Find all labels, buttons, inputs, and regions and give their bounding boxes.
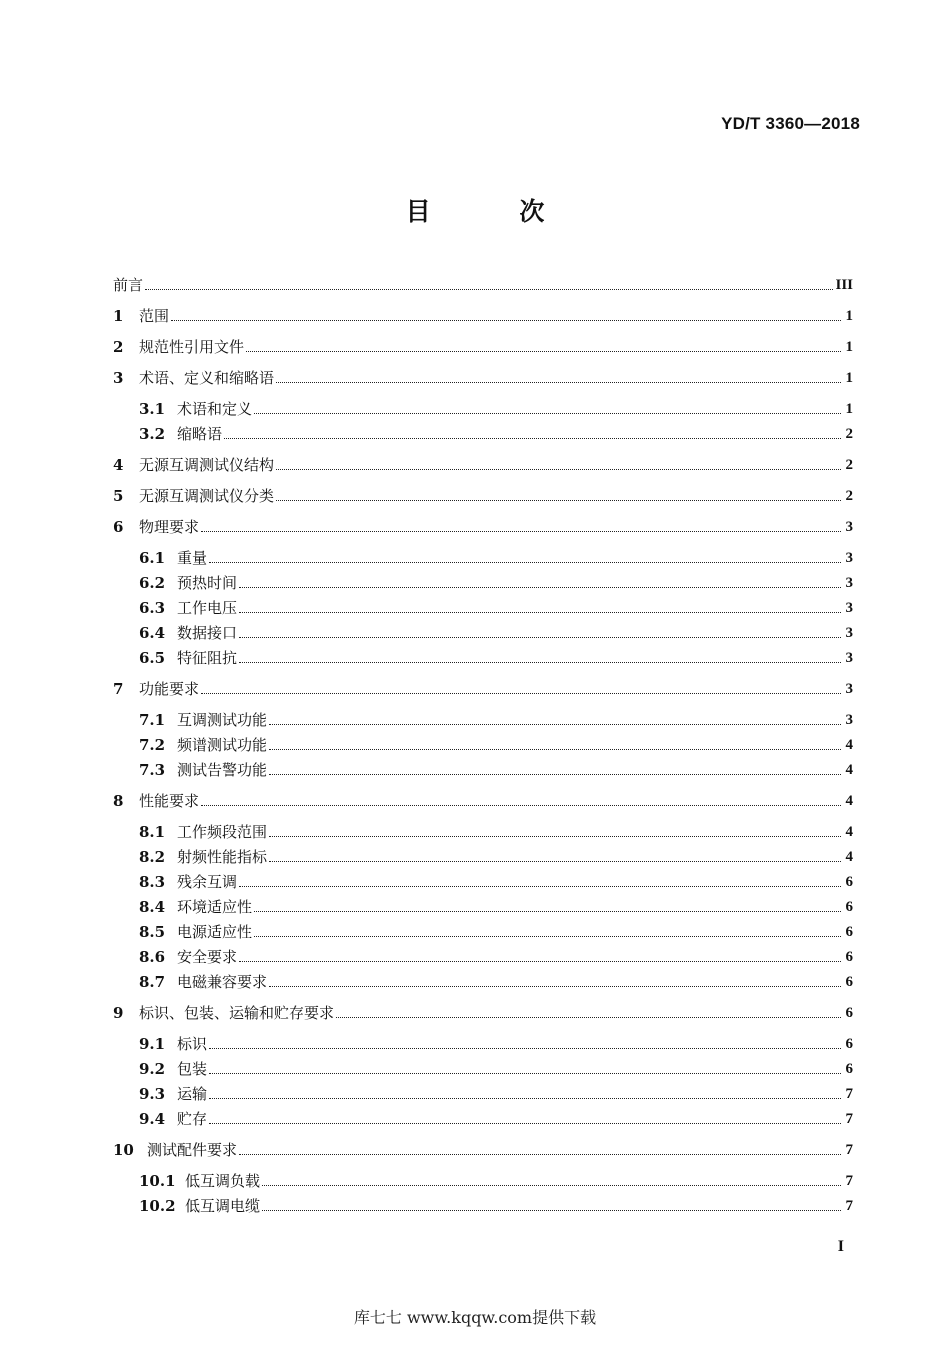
toc-leader-dots [246,351,841,352]
toc-entry-page: 7 [845,1142,853,1158]
toc-entry-label: 环境适应性 [177,898,253,916]
toc-entry-number: 7.1 [139,711,166,729]
toc-entry-label: 数据接口 [177,624,238,642]
toc-entry-label: 性能要求 [139,792,200,810]
toc-entry[interactable] [139,818,853,842]
toc-entry-number: 8.5 [139,923,166,941]
toc-entry-page: 2 [845,488,853,504]
toc-entry-page: 7 [845,1198,853,1214]
toc-leader-dots [209,562,841,563]
page-number: I [837,1238,844,1255]
toc-entry[interactable] [139,544,853,568]
toc-entry-number: 5 [113,487,124,505]
toc-leader-dots [276,469,841,470]
toc-entry-number: 8.4 [139,898,166,916]
toc-entry[interactable] [113,364,853,388]
toc-entry-page: 2 [845,426,853,442]
toc-entry-label: 规范性引用文件 [139,338,245,356]
toc-entry[interactable] [139,1192,853,1216]
toc-leader-dots [145,289,833,290]
toc-entry[interactable] [113,482,853,506]
toc-entry-number: 3 [113,369,124,387]
toc-entry[interactable] [139,1080,853,1104]
toc-entry-page: 1 [845,339,853,355]
toc-entry-page: 1 [845,370,853,386]
toc-entry-page: 4 [845,737,853,753]
toc-entry[interactable] [139,1055,853,1079]
toc-leader-dots [201,693,841,694]
toc-leader-dots [254,911,841,912]
toc-title: 目 次 [405,197,585,226]
toc-entry-label: 无源互调测试仪分类 [139,487,275,505]
toc-entry[interactable] [139,968,853,992]
toc-leader-dots [254,936,841,937]
toc-entry[interactable] [139,843,853,867]
toc-entry-page: 6 [845,1005,853,1021]
toc-entry-number: 6.2 [139,574,166,592]
toc-leader-dots [209,1098,841,1099]
toc-entry-label: 工作电压 [177,599,238,617]
toc-entry-label: 测试告警功能 [177,761,268,779]
toc-entry-page: 3 [845,519,853,535]
toc-entry-label: 范围 [139,307,170,325]
toc-entry-label: 物理要求 [139,518,200,536]
toc-entry-label: 电源适应性 [177,923,253,941]
toc-entry[interactable] [113,999,853,1023]
toc-entry-number: 6 [113,518,124,536]
toc-leader-dots [254,413,841,414]
toc-entry-label: 残余互调 [177,873,238,891]
toc-entry-page: 1 [845,401,853,417]
toc-entry-number: 8.1 [139,823,166,841]
toc-entry-label: 包装 [177,1060,208,1078]
toc-entry-page: 6 [845,949,853,965]
toc-entry[interactable] [139,420,853,444]
toc-entry-number: 6.4 [139,624,166,642]
toc-entry-label: 术语、定义和缩略语 [139,369,275,387]
toc-entry-page: 3 [845,550,853,566]
toc-entry-page: 3 [845,625,853,641]
toc-entry[interactable] [139,619,853,643]
toc-entry-label: 贮存 [177,1110,208,1128]
toc-entry[interactable] [139,943,853,967]
toc-entry[interactable] [113,302,853,326]
toc-entry-number: 9.2 [139,1060,166,1078]
toc-leader-dots [201,531,841,532]
toc-entry-page: 7 [845,1086,853,1102]
toc-entry[interactable] [113,675,853,699]
toc-entry[interactable] [113,333,853,357]
toc-entry[interactable] [139,756,853,780]
toc-leader-dots [209,1073,841,1074]
toc-entry-page: 3 [845,712,853,728]
toc-entry-label: 无源互调测试仪结构 [139,456,275,474]
toc-entry-label: 术语和定义 [177,400,253,418]
toc-entry-label: 互调测试功能 [177,711,268,729]
toc-entry[interactable] [139,1030,853,1054]
toc-entry-page: 4 [845,849,853,865]
toc-leader-dots [269,774,841,775]
toc-entry-page: 6 [845,874,853,890]
toc-entry-number: 9.4 [139,1110,166,1128]
toc-entry-label: 重量 [177,549,208,567]
document-code: YD/T 3360—2018 [721,114,860,133]
toc-entry-label: 运输 [177,1085,208,1103]
toc-leader-dots [239,886,841,887]
toc-entry-label: 预热时间 [177,574,238,592]
toc-entry-number: 9.3 [139,1085,166,1103]
toc-entry-number: 10.1 [139,1172,176,1190]
toc-entry[interactable] [113,451,853,475]
toc-entry-label: 工作频段范围 [177,823,268,841]
toc-leader-dots [239,637,841,638]
toc-entry-page: III [835,277,853,293]
toc-entry-page: 3 [845,681,853,697]
toc-entry-label: 缩略语 [177,425,223,443]
toc-leader-dots [269,861,841,862]
toc-leader-dots [276,500,841,501]
toc-entry-number: 7 [113,680,124,698]
toc-entry[interactable] [139,594,853,618]
toc-entry-number: 10 [113,1141,134,1159]
toc-entry-page: 7 [845,1111,853,1127]
toc-entry-number: 8.3 [139,873,166,891]
toc-entry-label: 标识 [177,1035,208,1053]
toc-entry-label: 特征阻抗 [177,649,238,667]
toc-entry-number: 3.2 [139,425,166,443]
toc-leader-dots [336,1017,841,1018]
toc-entry-page: 6 [845,974,853,990]
toc-entry[interactable] [139,868,853,892]
toc-leader-dots [269,724,841,725]
toc-leader-dots [269,749,841,750]
toc-entry[interactable] [139,706,853,730]
toc-leader-dots [262,1185,841,1186]
toc-leader-dots [239,587,841,588]
toc-entry-number: 8.2 [139,848,166,866]
toc-entry-page: 6 [845,899,853,915]
toc-entry-number: 6.3 [139,599,166,617]
toc-entry[interactable] [113,1136,853,1160]
toc-entry-page: 2 [845,457,853,473]
toc-entry-page: 6 [845,1061,853,1077]
toc-entry-page: 4 [845,793,853,809]
toc-leader-dots [239,961,841,962]
toc-leader-dots [224,438,841,439]
toc-entry-page: 6 [845,924,853,940]
toc-entry-page: 3 [845,600,853,616]
toc-leader-dots [239,662,841,663]
toc-entry[interactable] [113,513,853,537]
toc-entry-number: 3.1 [139,400,166,418]
toc-entry-number: 8.7 [139,973,166,991]
toc-entry-page: 3 [845,650,853,666]
toc-entry-label: 电磁兼容要求 [177,973,268,991]
toc-entry-number: 9 [113,1004,124,1022]
toc-entry-number: 8 [113,792,124,810]
toc-leader-dots [239,612,841,613]
toc-entry[interactable] [139,918,853,942]
toc-entry-label: 低互调负载 [185,1172,261,1190]
toc-entry-label: 测试配件要求 [147,1141,238,1159]
toc-entry-number: 1 [113,307,124,325]
toc-leader-dots [269,986,841,987]
toc-entry[interactable] [139,1105,853,1129]
toc-entry-label: 频谱测试功能 [177,736,268,754]
toc-entry-label: 标识、包装、运输和贮存要求 [139,1004,335,1022]
toc-entry-number: 6.5 [139,649,166,667]
toc-entry-label: 低互调电缆 [185,1197,261,1215]
toc-entry-number: 9.1 [139,1035,166,1053]
toc-entry[interactable] [113,787,853,811]
toc-entry-number: 7.2 [139,736,166,754]
toc-entry-number: 8.6 [139,948,166,966]
toc-leader-dots [171,320,841,321]
toc-entry[interactable] [113,271,853,295]
toc-entry-label: 安全要求 [177,948,238,966]
toc-entry[interactable] [139,644,853,668]
toc-leader-dots [209,1123,841,1124]
toc-entry[interactable] [139,1167,853,1191]
toc-entry[interactable] [139,395,853,419]
toc-entry-page: 1 [845,308,853,324]
toc-entry-number: 7.3 [139,761,166,779]
toc-leader-dots [201,805,841,806]
toc-leader-dots [209,1048,841,1049]
toc-entry-page: 7 [845,1173,853,1189]
toc-entry-number: 6.1 [139,549,166,567]
toc-entry-page: 4 [845,762,853,778]
toc-entry-number: 2 [113,338,124,356]
toc-entry-page: 6 [845,1036,853,1052]
toc-entry[interactable] [139,569,853,593]
toc-leader-dots [276,382,841,383]
toc-leader-dots [239,1154,841,1155]
toc-entry[interactable] [139,731,853,755]
toc-entry-page: 3 [845,575,853,591]
toc-entry-label: 功能要求 [139,680,200,698]
toc-entry-number: 10.2 [139,1197,176,1215]
toc-entry[interactable] [139,893,853,917]
toc-entry-label: 前言 [113,276,144,294]
toc-entry-page: 4 [845,824,853,840]
toc-leader-dots [269,836,841,837]
toc-leader-dots [262,1210,841,1211]
toc-entry-label: 射频性能指标 [177,848,268,866]
toc-entry-number: 4 [113,456,124,474]
footer-watermark-text: 库七七 www.kqqw.com提供下载 [353,1308,597,1327]
